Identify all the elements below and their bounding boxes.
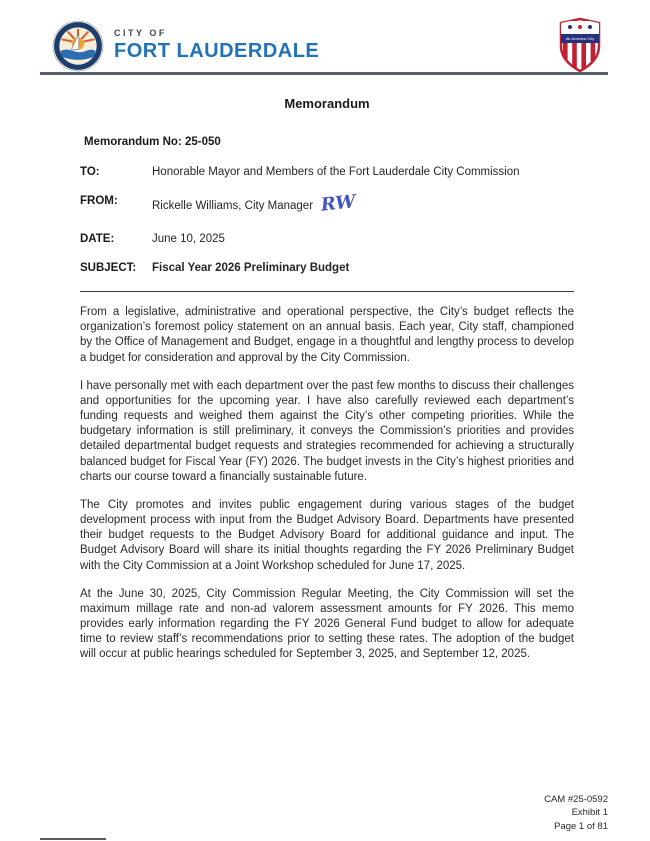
- from-value: Rickelle Williams, City Manager: [152, 199, 314, 212]
- fort-lauderdale-seal-icon: [52, 20, 104, 72]
- date-label: DATE:: [80, 233, 115, 245]
- paragraph-2: I have personally met with each department over the past few months to discuss their challenges and opportunities for the upcoming year. I have also carefully reviewed each department’s funding requests and weighed them against the City’s other competing priorities. While the budgetary information is still preliminary, it conveys the Commission’s priorities and provides detailed departmental budget requests and strategies recommended for achieving a structurally balanced budget for Fiscal Year (FY) 2026. The budget invests in the City’s highest priorities and charts our course toward a financially sustainable future.: [80, 379, 574, 483]
- to-label: TO:: [80, 166, 100, 178]
- subject-value: Fiscal Year 2026 Preliminary Budget: [152, 262, 350, 274]
- paragraph-4: At the June 30, 2025, City Commission Regular Meeting, the City Commission will set the maximum millage rate and non-ad valorem assessment amounts for FY 2026. This memo provides early information regarding the FY 2026 General Fund budget to allow for adequate time to review staff’s recommendations prior to setting these rates. The adoption of the budget will occur at public hearings scheduled for September 3, 2025, and September 12, 2025.: [80, 587, 574, 661]
- city-of-label: CITY OF: [114, 28, 167, 38]
- scan-artifact-line: [40, 838, 106, 840]
- page-number: Page 1 of 81: [554, 820, 608, 832]
- document-footer: [544, 793, 608, 833]
- content-divider: [80, 291, 574, 292]
- from-label: FROM:: [80, 195, 118, 207]
- all-america-city-label: All-America City: [565, 36, 595, 42]
- header-divider: [40, 72, 608, 75]
- subject-label: SUBJECT:: [80, 262, 137, 274]
- memo-title: Memorandum: [284, 96, 370, 111]
- memo-content: [80, 96, 574, 676]
- subject-row: [80, 262, 574, 274]
- signature: RW: [319, 191, 357, 216]
- date-row: [80, 233, 574, 245]
- paragraph-3: The City promotes and invites public engagement during various stages of the budget development process with input from the Budget Advisory Board. Departments have presented their budget requests to the Budget Advisory Board for additional guidance and input. The Budget Advisory Board will share its initial thoughts regarding the FY 2026 Preliminary Budget with the City Commission at a Joint Workshop scheduled for June 17, 2025.: [80, 498, 574, 572]
- to-row: [80, 166, 574, 178]
- city-name-label: FORT LAUDERDALE: [114, 40, 320, 62]
- date-value: June 10, 2025: [152, 233, 225, 245]
- to-value: Honorable Mayor and Members of the Fort Lauderdale City Commission: [152, 166, 520, 178]
- from-value-wrap: [152, 191, 574, 216]
- city-brand: [114, 28, 319, 63]
- all-america-city-shield-icon: [556, 16, 604, 74]
- from-row: [80, 191, 574, 216]
- cam-number: CAM #25-0592: [544, 794, 608, 806]
- exhibit-label: Exhibit 1: [571, 807, 608, 819]
- document-header: [40, 22, 610, 74]
- memo-number: Memorandum No: 25-050: [84, 136, 221, 148]
- paragraph-1: From a legislative, administrative and operational perspective, the City’s budget reflects the organization’s foremost policy statement on an annual basis. Each year, City staff, championed by the Office of Management and Budget, engage in a thoughtful and lengthy process to develop a budget for consideration and approval by the City Commission.: [80, 306, 574, 364]
